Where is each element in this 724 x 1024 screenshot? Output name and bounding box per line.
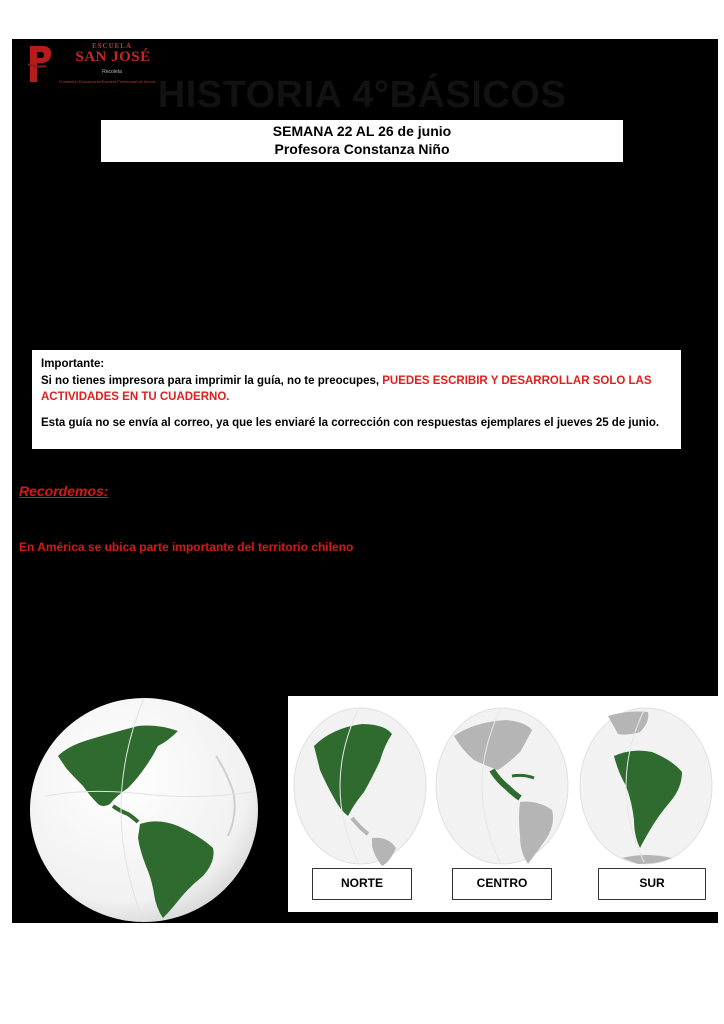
south-america-globe-image: [578, 706, 714, 866]
regions-panel: [288, 696, 718, 912]
page-title: HISTORIA 4°BÁSICOS: [157, 74, 567, 116]
teacher-line: Profesora Constanza Niño: [274, 141, 450, 157]
recordemos-heading: Recordemos:: [19, 483, 109, 499]
school-top-word: ESCUELA: [91, 42, 133, 50]
america-statement: En América se ubica parte importante del territorio chileno: [19, 540, 354, 554]
notice-heading: Importante:: [41, 358, 105, 370]
notice-highlight: PUEDES ESCRIBIR Y DESARROLLAR SOLO LAS ACTIVIDADES EN TU CUADERNO.: [41, 374, 652, 403]
americas-globe-image: [28, 696, 260, 924]
header-box: [101, 120, 623, 162]
region-label-norte: NORTE: [312, 868, 412, 900]
week-line: SEMANA 22 AL 26 de junio: [272, 123, 452, 139]
region-label-centro: CENTRO: [452, 868, 552, 900]
school-footer: Fundación Educacional Escuela Profesional de Ancoa: [59, 79, 155, 84]
central-america-globe-image: [434, 706, 570, 866]
notice-info: Esta guía no se envía al correo, ya que les enviaré la corrección con respuestas ejemplares el jueves 25 de junio.: [41, 416, 660, 429]
north-america-globe-image: [292, 706, 428, 866]
school-name: SAN JOSÉ: [75, 49, 151, 65]
notice-body: [41, 373, 672, 406]
notice-plain: Si no tienes impresora para imprimir la guía, no te preocupes,: [41, 374, 383, 387]
region-label-sur: SUR: [598, 868, 706, 900]
important-notice: [32, 350, 681, 449]
school-sub: Recoleta: [102, 69, 122, 75]
